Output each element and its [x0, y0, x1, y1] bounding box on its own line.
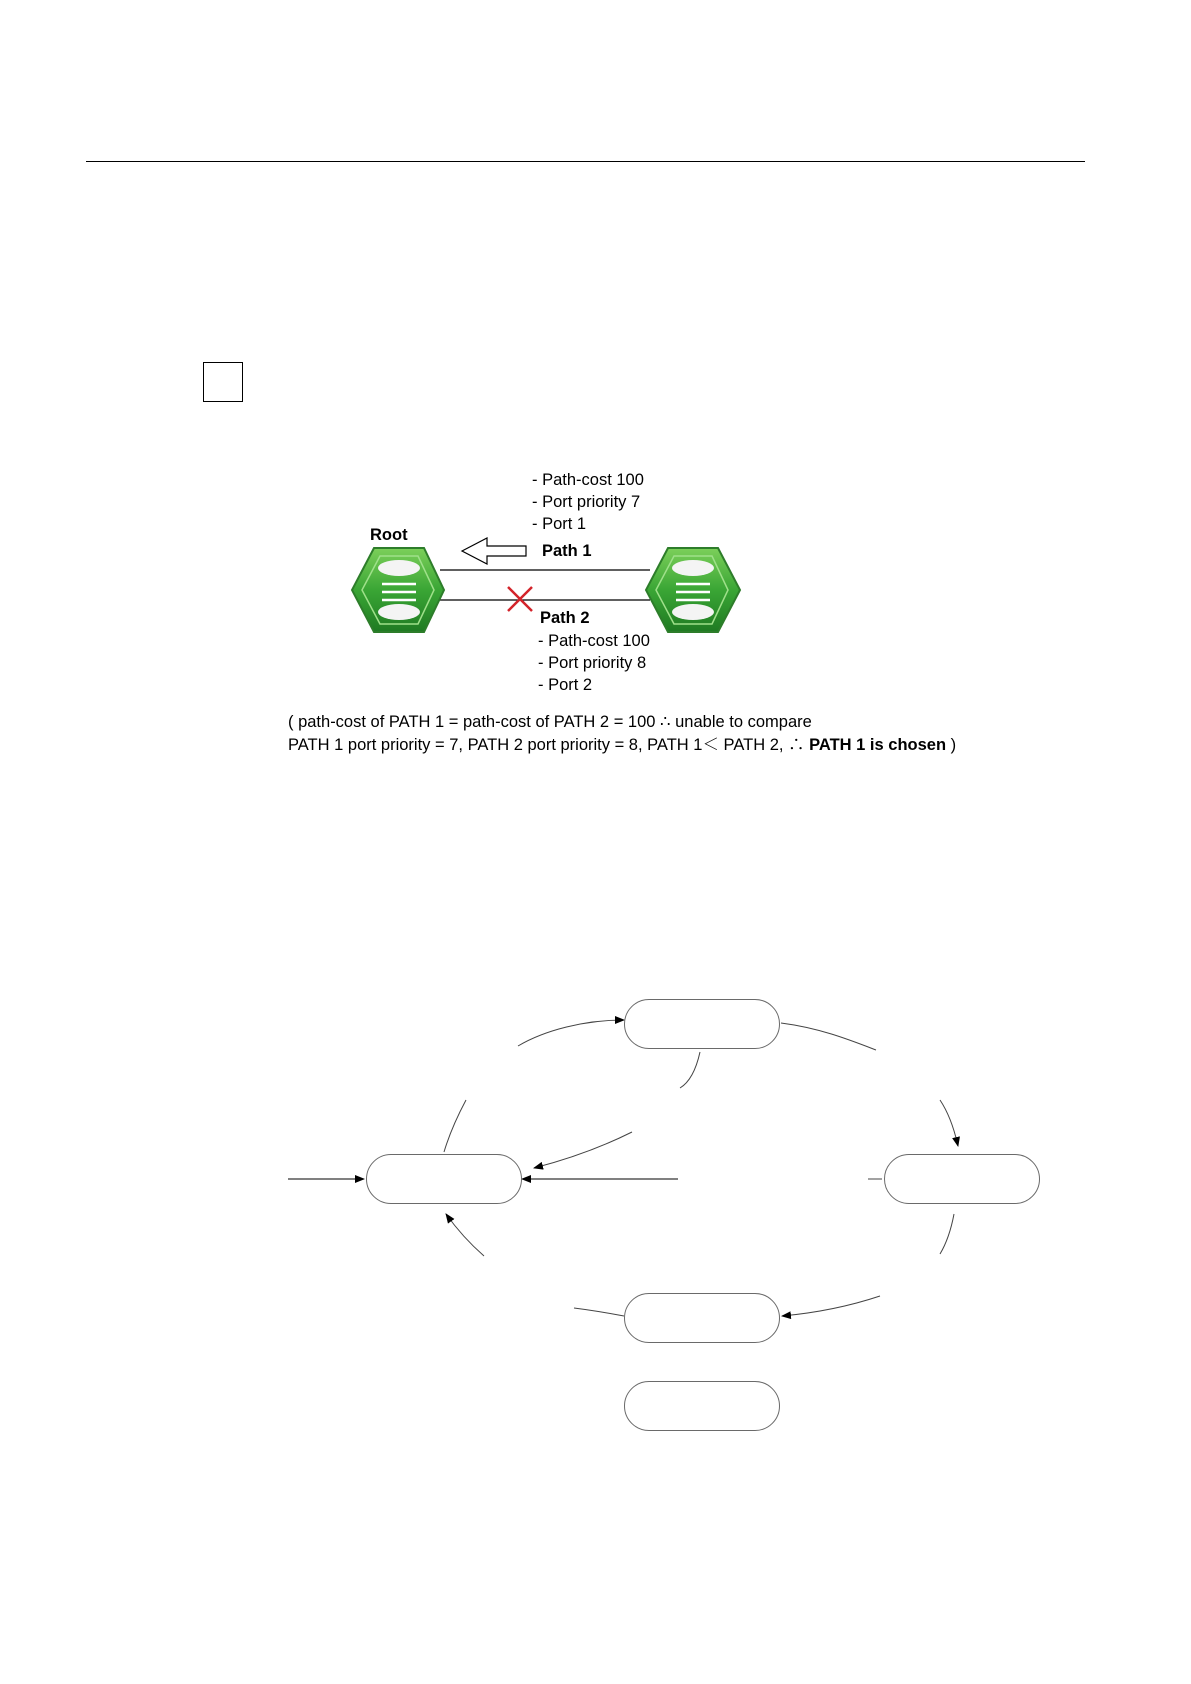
root-label: Root: [370, 526, 408, 544]
path-diagram: [0, 0, 1191, 800]
path2-label: Path 2: [540, 609, 590, 627]
caption-line-2-suffix: ): [946, 736, 957, 754]
arc-right-down: [940, 1100, 958, 1146]
path2-attr-priority: - Port priority 8: [538, 654, 647, 672]
path1-attr-priority: - Port priority 7: [532, 493, 641, 511]
path2-attr-port: - Port 2: [538, 676, 593, 694]
caption-line-1: ( path-cost of PATH 1 = path-cost of PATH 2 = 100 ∴ unable to compare: [288, 713, 812, 731]
arc-into-bottom: [782, 1296, 880, 1316]
caption-line-2-prefix: PATH 1 port priority = 7, PATH 2 port priority = 8, PATH 1＜ PATH 2, ∴: [288, 736, 810, 754]
path1-label: Path 1: [542, 542, 592, 560]
path1-attr-cost: - Path-cost 100: [532, 471, 644, 489]
state-top: [624, 999, 780, 1049]
blocked-cross-icon: [508, 587, 532, 611]
state-left: [366, 1154, 522, 1204]
direction-arrow-icon: [462, 538, 526, 564]
state-extra: [624, 1381, 780, 1431]
state-right: [884, 1154, 1040, 1204]
path2-attr-cost: - Path-cost 100: [538, 632, 650, 650]
caption-line-2-bold: PATH 1 is chosen: [809, 736, 947, 754]
root-switch-icon: [352, 548, 444, 632]
switch-icon: [646, 548, 740, 632]
arc-into-left-lower: [446, 1214, 484, 1256]
arc-left-top: [518, 1020, 624, 1046]
curve-into-left: [534, 1132, 632, 1168]
path1-attr-port: - Port 1: [532, 515, 587, 533]
caption-line-2: [288, 735, 956, 755]
state-bottom: [624, 1293, 780, 1343]
